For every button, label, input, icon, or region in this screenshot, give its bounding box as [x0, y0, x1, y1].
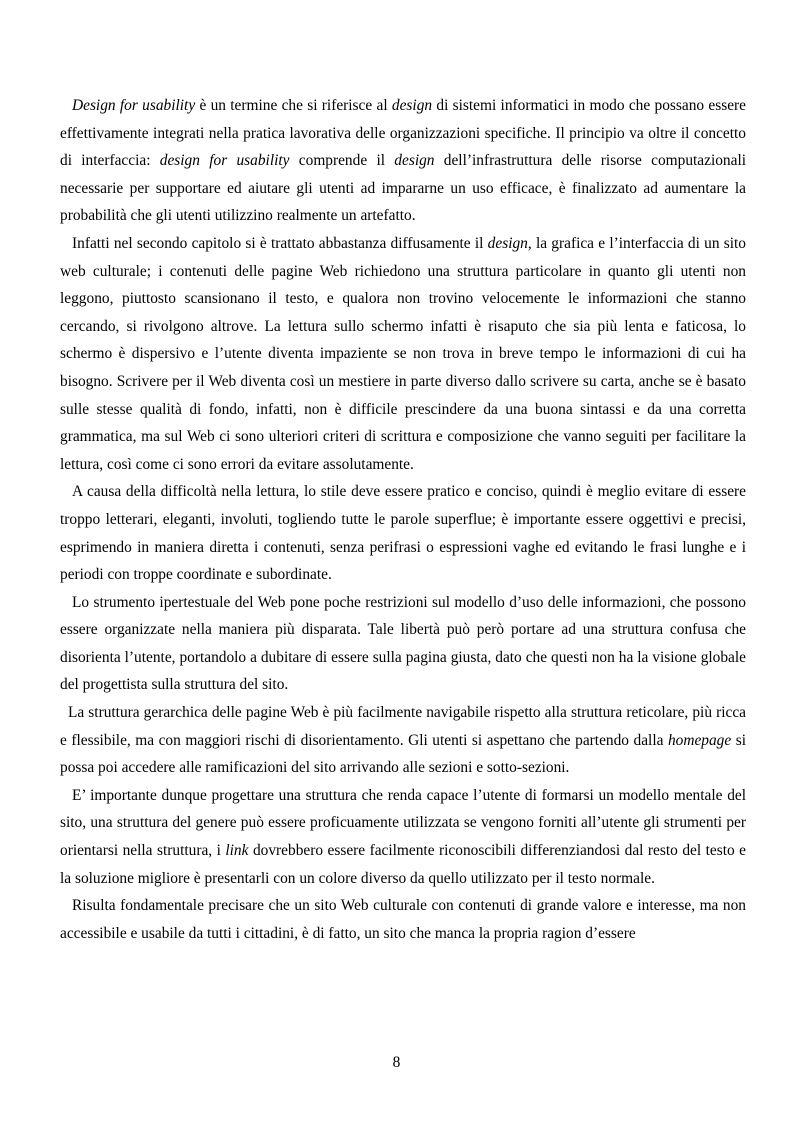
italic-text-run: design [487, 234, 528, 252]
text-run: di sistemi informatici in modo che possano essere effettivamente integrati nella pratica lavorativa delle organizzazioni specifiche. Il principio va oltre il concetto di interfaccia: [60, 97, 746, 170]
italic-text-run: homepage [667, 731, 732, 749]
text-run: E’ importante dunque progettare una struttura che renda capace l’utente di formarsi un modello mentale del sito, una struttura del genere può essere proficuamente utilizzata se vengono forniti all’utente gli strumenti per orientarsi nella struttura, i [60, 786, 746, 860]
paragraph [60, 230, 746, 478]
italic-text-run: link [225, 842, 249, 860]
paragraph [60, 589, 746, 699]
page-number: 8 [392, 1054, 401, 1071]
text-run: Infatti nel secondo capitolo si è trattato abbastanza diffusamente il [72, 234, 488, 252]
text-run: Risulta fondamentale precisare che un sito Web culturale con contenuti di grande valore e interesse, ma non accessibile e usabile da tutti i cittadini, è di fatto, un sito che manca la propria ragion d’essere [60, 897, 746, 942]
text-run: La struttura gerarchica delle pagine Web è più facilmente navigabile rispetto alla struttura reticolare, più ricca e flessibile, ma con maggiori rischi di disorientamento. Gli utenti si aspettano che partendo dalla [60, 704, 746, 749]
text-run: dell’infrastruttura delle risorse computazionali necessarie per supportare ed aiutare gli utenti ad impararne un uso efficace, è finalizzato ad aumentare la probabilità che gli utenti utilizzino realmente un artefatto. [60, 152, 747, 225]
paragraph [60, 892, 746, 947]
text-run: è un termine che si riferisce al [195, 97, 392, 114]
italic-text-run: design [391, 97, 433, 114]
paragraph [60, 782, 746, 892]
text-run: si possa poi accedere alle ramificazioni del sito arrivando alle sezioni e sotto-sezioni. [60, 731, 746, 777]
paragraph [60, 92, 746, 230]
italic-text-run: design [394, 152, 435, 170]
italic-text-run: Design for usability [72, 97, 196, 114]
paragraph [60, 478, 746, 588]
text-run: dovrebbero essere facilmente riconoscibili differenziandosi dal resto del testo e la soluzione migliore è presentarli con un colore diverso da quello utilizzato per il testo normale. [60, 842, 746, 887]
text-run: comprende il [289, 152, 395, 170]
text-run: A causa della difficoltà nella lettura, lo stile deve essere pratico e conciso, quindi è meglio evitare di essere troppo letterari, eleganti, involuti, togliendo tutte le parole superflue; è importante essere oggettivi e precisi, esprimendo in maniera diretta i contenuti, senza perifrasi o espressioni vaghe ed evitando le frasi lunghe e i periodi con troppe coordinate e subordinate. [60, 483, 746, 584]
italic-text-run: design for usability [159, 152, 290, 170]
paragraph [60, 699, 746, 782]
text-run: Lo strumento ipertestuale del Web pone poche restrizioni sul modello d’uso delle informazioni, che possono essere organizzate nella maniera più disparata. Tale libertà può però portare ad una struttura confusa che disorienta l’utente, portandolo a dubitare di essere sulla pagina giusta, dato che questi non ha la visione globale del progettista sulla struttura del sito. [60, 593, 746, 694]
text-run: , la grafica e l’interfaccia di un sito web culturale; i contenuti delle pagine Web richiedono una struttura particolare in quanto gli utenti non leggono, piuttosto scansionano il testo, e qualora non trovino velocemente le informazioni che stanno cercando, si rivolgono altrove. La lettura sullo schermo infatti è risaputo che sia più lenta e faticosa, lo schermo è dispersivo e l’utente diventa impaziente se non trova in breve tempo le informazioni di cui ha bisogno. Scrivere per il Web diventa così un mestiere in parte diverso dallo scrivere su carta, anche se è basato sulle stesse qualità di fondo, infatti, non è difficile prescindere da una buona sintassi e da una corretta grammatica, ma sul Web ci sono ulteriori criteri di scrittura e composizione che vanno seguiti per facilitare la lettura, così come ci sono errori da evitare assolutamente. [60, 234, 746, 473]
page-body [60, 92, 746, 947]
